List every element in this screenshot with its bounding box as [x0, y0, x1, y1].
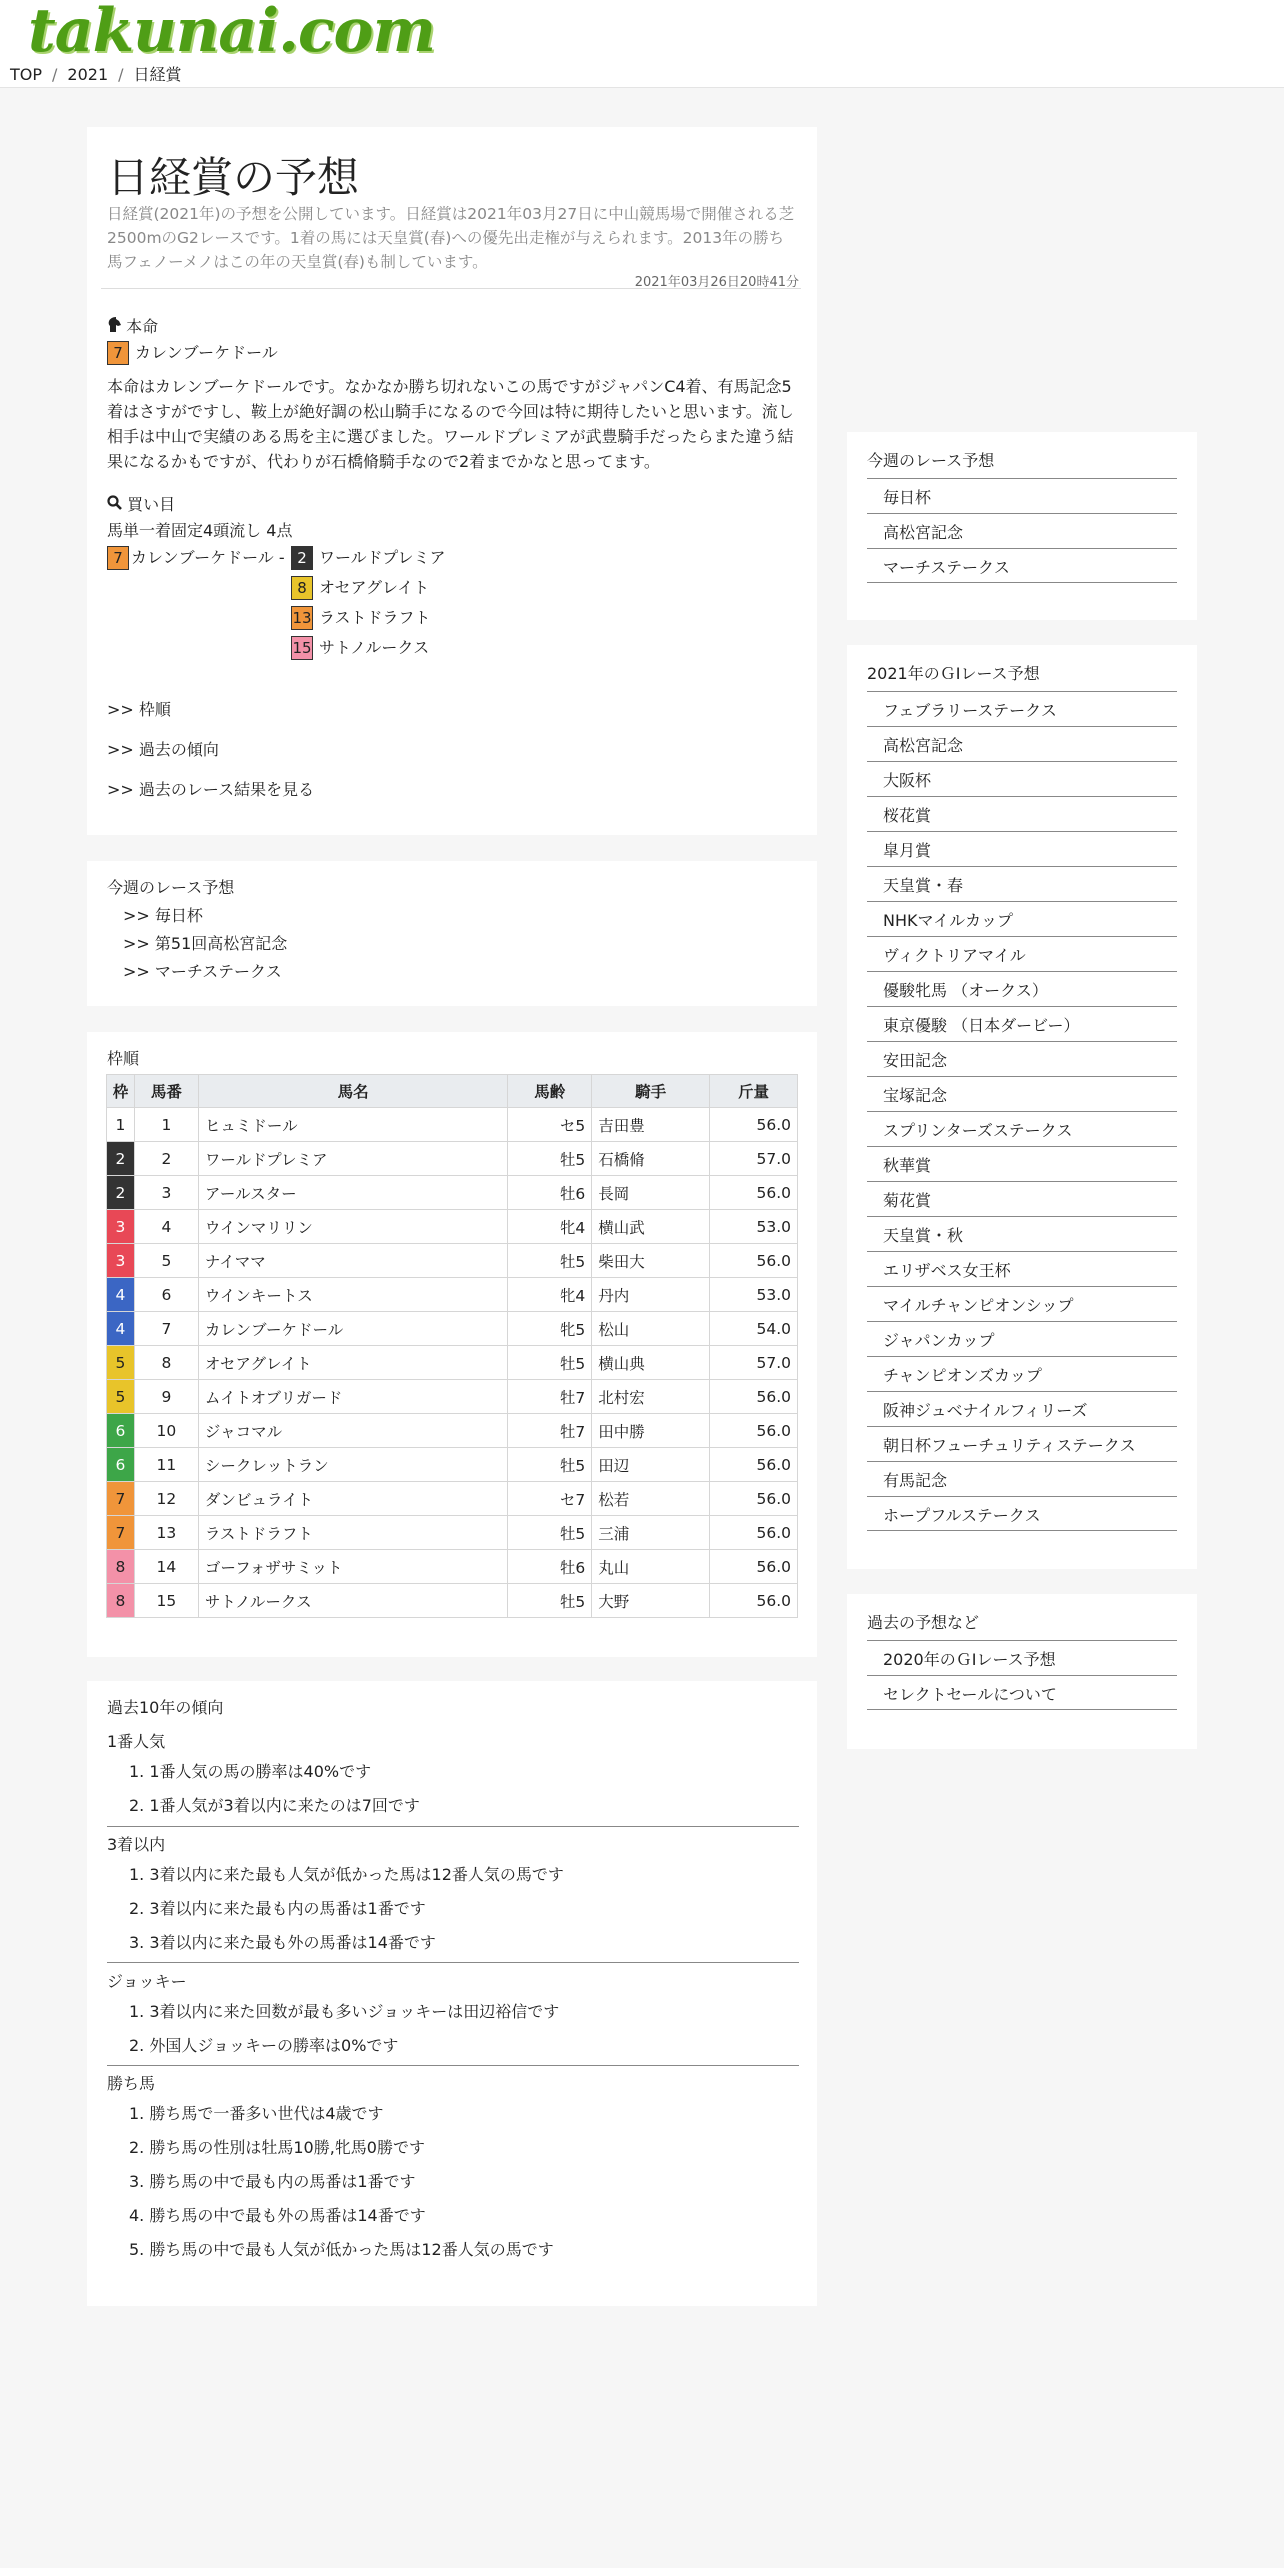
sidebar-list: [867, 691, 1177, 1531]
weight-cell: 53.0: [710, 1210, 798, 1244]
sidebar-item[interactable]: 桜花賞: [867, 796, 1177, 831]
breadcrumb-top[interactable]: TOP: [10, 65, 43, 84]
col-header: 枠: [107, 1075, 135, 1108]
umaban-cell: 10: [134, 1414, 198, 1448]
breadcrumb: [10, 62, 182, 85]
waku-cell: 4: [107, 1312, 135, 1346]
sidebar-item[interactable]: 菊花賞: [867, 1181, 1177, 1216]
umaban-cell: 5: [134, 1244, 198, 1278]
sidebar-item[interactable]: フェブラリーステークス: [867, 691, 1177, 726]
buy-label: 買い目: [127, 495, 176, 514]
jockey-cell: 横山典: [592, 1346, 710, 1380]
umaban-cell: 14: [134, 1550, 198, 1584]
divider: [101, 288, 801, 289]
weight-cell: 56.0: [710, 1244, 798, 1278]
table-row: [107, 1550, 798, 1584]
sidebar-title: 過去の予想など: [867, 1613, 980, 1632]
trend-item: 1. 3着以内に来た回数が最も多いジョッキーは田辺裕信です: [129, 2002, 560, 2021]
age-cell: 牝4: [508, 1278, 592, 1312]
horse-name-cell: カレンブーケドール: [198, 1312, 507, 1346]
age-cell: 牝5: [508, 1312, 592, 1346]
waku-badge: 7: [107, 546, 129, 570]
honmei-heading: [107, 314, 158, 337]
horse-name-cell: ジャコマル: [198, 1414, 507, 1448]
table-header-row: [107, 1075, 798, 1108]
waku-cell: 3: [107, 1210, 135, 1244]
sidebar-item[interactable]: マーチステークス: [867, 548, 1177, 583]
breadcrumb-separator: /: [118, 65, 124, 84]
jockey-cell: 石橋脩: [592, 1142, 710, 1176]
waku-cell: 2: [107, 1176, 135, 1210]
table-row: [107, 1312, 798, 1346]
horse-name-cell: ウインキートス: [198, 1278, 507, 1312]
this-week-link[interactable]: >> 毎日杯: [123, 906, 203, 925]
waku-cell: 4: [107, 1278, 135, 1312]
horse-name-cell: ラストドラフト: [198, 1516, 507, 1550]
jockey-cell: 丸山: [592, 1550, 710, 1584]
umaban-cell: 3: [134, 1176, 198, 1210]
weight-cell: 56.0: [710, 1448, 798, 1482]
horse-name-cell: ナイママ: [198, 1244, 507, 1278]
horse-name-cell: サトノルークス: [198, 1584, 507, 1618]
buy-target-horse: ラストドラフト: [319, 608, 431, 627]
table-row: [107, 1482, 798, 1516]
weight-cell: 56.0: [710, 1380, 798, 1414]
honmei-horse: [107, 340, 278, 365]
table-row: [107, 1380, 798, 1414]
horse-name-cell: オセアグレイト: [198, 1346, 507, 1380]
honmei-label: 本命: [126, 317, 159, 336]
honmei-comment: 本命はカレンブーケドールです。なかなか勝ち切れないこの馬ですがジャパンC4着、有馬記念5着はさすがですし、鞍上が絶好調の松山騎手になるので今回は特に期待したいと思います。流し相手は中山で実績のある馬を主に選びました。ワールドプレミアが武豊騎手だったらまた違う結果になるかもですが、代わりが石橋脩騎手なので2着までかなと思ってます。: [107, 377, 794, 471]
horse-head-icon: [107, 317, 121, 336]
sidebar-item[interactable]: NHKマイルカップ: [867, 901, 1177, 936]
table-row: [107, 1142, 798, 1176]
sidebar-item[interactable]: 天皇賞・秋: [867, 1216, 1177, 1251]
sidebar-item[interactable]: 秋華賞: [867, 1146, 1177, 1181]
umaban-cell: 12: [134, 1482, 198, 1516]
sidebar-list: [867, 1640, 1177, 1710]
jockey-cell: 田中勝: [592, 1414, 710, 1448]
sidebar-g1-races: [847, 645, 1197, 1569]
horse-name-cell: ヒュミドール: [198, 1108, 507, 1142]
umaban-cell: 1: [134, 1108, 198, 1142]
weight-cell: 56.0: [710, 1584, 798, 1618]
weight-cell: 54.0: [710, 1312, 798, 1346]
age-cell: セ5: [508, 1108, 592, 1142]
trend-item: 1. 勝ち馬で一番多い世代は4歳です: [129, 2104, 384, 2123]
horse-name-cell: ムイトオブリガード: [198, 1380, 507, 1414]
trend-heading: ジョッキー: [107, 1972, 187, 1991]
age-cell: 牡7: [508, 1380, 592, 1414]
age-cell: 牡5: [508, 1584, 592, 1618]
this-week-link[interactable]: >> 第51回高松宮記念: [123, 934, 288, 953]
trend-section: [107, 1969, 799, 2067]
breadcrumb-current: 日経賞: [133, 65, 182, 84]
age-cell: 牡7: [508, 1414, 592, 1448]
weight-cell: 57.0: [710, 1346, 798, 1380]
table-row: [107, 1176, 798, 1210]
sidebar-item[interactable]: 朝日杯フューチュリティステークス: [867, 1426, 1177, 1461]
sidebar-past: [847, 1594, 1197, 1749]
sidebar-item[interactable]: 安田記念: [867, 1041, 1177, 1076]
table-row: [107, 1346, 798, 1380]
col-header: 馬番: [134, 1075, 198, 1108]
waku-cell: 6: [107, 1448, 135, 1482]
sidebar-item[interactable]: ジャパンカップ: [867, 1321, 1177, 1356]
waku-badge: 8: [291, 576, 313, 600]
sidebar-title: 2021年のＧⅠレース予想: [867, 664, 1040, 683]
sidebar-item[interactable]: 有馬記念: [867, 1461, 1177, 1496]
breadcrumb-year[interactable]: 2021: [67, 65, 109, 84]
weight-cell: 56.0: [710, 1414, 798, 1448]
buy-target-horse: サトノルークス: [319, 638, 430, 657]
trend-item: 2. 勝ち馬の性別は牡馬10勝,牝馬0勝です: [129, 2138, 425, 2157]
table-row: [107, 1414, 798, 1448]
sidebar-item[interactable]: 天皇賞・春: [867, 866, 1177, 901]
horse-name-cell: シークレットラン: [198, 1448, 507, 1482]
entries-table: [106, 1074, 798, 1618]
jockey-cell: 柴田大: [592, 1244, 710, 1278]
sidebar-list: [867, 478, 1177, 583]
prediction-card: [87, 127, 817, 835]
buy-axis-horse: カレンブーケドール -: [131, 548, 285, 567]
trend-item: 2. 1番人気が3着以内に来たのは7回です: [129, 1796, 420, 1815]
trend-heading: 1番人気: [107, 1732, 166, 1751]
sidebar-this-week: [847, 432, 1197, 620]
waku-cell: 8: [107, 1550, 135, 1584]
trend-section: [107, 2071, 799, 2271]
sidebar-item[interactable]: 高松宮記念: [867, 726, 1177, 761]
waku-cell: 7: [107, 1482, 135, 1516]
umaban-cell: 15: [134, 1584, 198, 1618]
sidebar-item[interactable]: マイルチャンピオンシップ: [867, 1286, 1177, 1321]
waku-cell: 2: [107, 1142, 135, 1176]
table-row: [107, 1448, 798, 1482]
divider: [107, 2065, 799, 2066]
weight-cell: 56.0: [710, 1516, 798, 1550]
horse-name-cell: ダンビュライト: [198, 1482, 507, 1516]
age-cell: 牝4: [508, 1210, 592, 1244]
search-icon: [107, 495, 122, 514]
waku-cell: 6: [107, 1414, 135, 1448]
buy-type: 馬単一着固定4頭流し 4点: [107, 521, 293, 540]
sidebar-item[interactable]: 阪神ジュベナイルフィリーズ: [867, 1391, 1177, 1426]
this-week-link[interactable]: >> マーチステークス: [123, 962, 282, 981]
weight-cell: 57.0: [710, 1142, 798, 1176]
trend-title: 過去10年の傾向: [107, 1698, 224, 1717]
this-week-title: 今週のレース予想: [107, 878, 235, 897]
top-bar: [0, 0, 1284, 88]
publish-date: 2021年03月26日20時41分: [634, 275, 799, 290]
divider: [107, 1826, 799, 1827]
waku-cell: 8: [107, 1584, 135, 1618]
col-header: 馬名: [198, 1075, 507, 1108]
age-cell: 牡5: [508, 1346, 592, 1380]
waku-cell: 7: [107, 1516, 135, 1550]
jockey-cell: 丹内: [592, 1278, 710, 1312]
buy-target-horse: オセアグレイト: [319, 578, 430, 597]
waku-cell: 3: [107, 1244, 135, 1278]
buy-target-horse: ワールドプレミア: [319, 548, 446, 567]
trend-item: 4. 勝ち馬の中で最も外の馬番は14番です: [129, 2206, 426, 2225]
sidebar-item[interactable]: ヴィクトリアマイル: [867, 936, 1177, 971]
sidebar-item[interactable]: 毎日杯: [867, 478, 1177, 513]
sidebar-item[interactable]: 東京優駿 （日本ダービー）: [867, 1006, 1177, 1041]
jockey-cell: 北村宏: [592, 1380, 710, 1414]
waku-card: [87, 1032, 817, 1657]
jockey-cell: 吉田豊: [592, 1108, 710, 1142]
sidebar-item[interactable]: ホープフルステークス: [867, 1496, 1177, 1531]
weight-cell: 56.0: [710, 1482, 798, 1516]
umaban-cell: 13: [134, 1516, 198, 1550]
waku-cell: 5: [107, 1346, 135, 1380]
sidebar-item[interactable]: 宝塚記念: [867, 1076, 1177, 1111]
buy-target: [291, 575, 446, 605]
sidebar-item[interactable]: 2020年のＧⅠレース予想: [867, 1640, 1177, 1675]
link-past-results[interactable]: >> 過去のレース結果を見る: [107, 780, 315, 799]
umaban-cell: 9: [134, 1380, 198, 1414]
horse-name-cell: ワールドプレミア: [198, 1142, 507, 1176]
buy-target: [291, 635, 446, 665]
umaban-cell: 2: [134, 1142, 198, 1176]
weight-cell: 53.0: [710, 1278, 798, 1312]
waku-badge: 7: [107, 341, 129, 365]
sidebar-item[interactable]: スプリンターズステークス: [867, 1111, 1177, 1146]
weight-cell: 56.0: [710, 1550, 798, 1584]
jockey-cell: 松若: [592, 1482, 710, 1516]
horse-name-cell: アールスター: [198, 1176, 507, 1210]
sidebar-item[interactable]: 皐月賞: [867, 831, 1177, 866]
buy-target: [291, 545, 446, 575]
trend-item: 2. 外国人ジョッキーの勝率は0%です: [129, 2036, 399, 2055]
trend-item: 3. 勝ち馬の中で最も内の馬番は1番です: [129, 2172, 416, 2191]
trend-item: 5. 勝ち馬の中で最も人気が低かった馬は12番人気の馬です: [129, 2240, 554, 2259]
divider: [107, 1962, 799, 1963]
trend-item: 1. 1番人気の馬の勝率は40%です: [129, 1762, 372, 1781]
age-cell: 牡6: [508, 1176, 592, 1210]
link-waku[interactable]: >> 枠順: [107, 700, 171, 719]
sidebar-item[interactable]: 高松宮記念: [867, 513, 1177, 548]
trend-item: 1. 3着以内に来た最も人気が低かった馬は12番人気の馬です: [129, 1865, 564, 1884]
honmei-horse-name: カレンブーケドール: [135, 343, 278, 362]
umaban-cell: 11: [134, 1448, 198, 1482]
trend-heading: 勝ち馬: [107, 2074, 156, 2093]
horse-name-cell: ゴーフォザサミット: [198, 1550, 507, 1584]
trend-heading: 3着以内: [107, 1835, 166, 1854]
col-header: 斤量: [710, 1075, 798, 1108]
sidebar-item[interactable]: エリザベス女王杯: [867, 1251, 1177, 1286]
page-title: 日経賞の予想: [107, 153, 360, 202]
table-row: [107, 1516, 798, 1550]
weight-cell: 56.0: [710, 1108, 798, 1142]
age-cell: 牡5: [508, 1516, 592, 1550]
col-header: 騎手: [592, 1075, 710, 1108]
weight-cell: 56.0: [710, 1176, 798, 1210]
trend-item: 2. 3着以内に来た最も内の馬番は1番です: [129, 1899, 426, 1918]
buy-axis: [107, 545, 285, 570]
site-logo[interactable]: takunai.com: [28, 0, 436, 66]
table-row: [107, 1278, 798, 1312]
sidebar-item[interactable]: 大阪杯: [867, 761, 1177, 796]
breadcrumb-separator: /: [52, 65, 58, 84]
umaban-cell: 7: [134, 1312, 198, 1346]
table-row: [107, 1210, 798, 1244]
sidebar-title: 今週のレース予想: [867, 451, 995, 470]
age-cell: セ7: [508, 1482, 592, 1516]
horse-name-cell: ウインマリリン: [198, 1210, 507, 1244]
table-row: [107, 1244, 798, 1278]
jockey-cell: 横山武: [592, 1210, 710, 1244]
this-week-links: [123, 903, 287, 987]
lead-text: 日経賞(2021年)の予想を公開しています。日経賞は2021年03月27日に中山競馬場で開催される芝2500mのG2レースです。1着の馬には天皇賞(春)への優先出走権が与えられます。2013年の勝ち馬フェノーメノはこの年の天皇賞(春)も制しています。: [107, 205, 795, 271]
age-cell: 牡6: [508, 1550, 592, 1584]
waku-cell: 5: [107, 1380, 135, 1414]
sidebar-item[interactable]: 優駿牝馬 （オークス）: [867, 971, 1177, 1006]
buy-target-list: [291, 545, 446, 665]
trend-card: [87, 1681, 817, 2306]
trend-item: 3. 3着以内に来た最も外の馬番は14番です: [129, 1933, 436, 1952]
umaban-cell: 6: [134, 1278, 198, 1312]
jockey-cell: 田辺: [592, 1448, 710, 1482]
table-row: [107, 1584, 798, 1618]
umaban-cell: 4: [134, 1210, 198, 1244]
age-cell: 牡5: [508, 1244, 592, 1278]
trend-section: [107, 1729, 799, 1827]
waku-title: 枠順: [107, 1049, 140, 1068]
jockey-cell: 三浦: [592, 1516, 710, 1550]
sidebar-item[interactable]: セレクトセールについて: [867, 1675, 1177, 1710]
buy-target: [291, 605, 446, 635]
waku-badge: 15: [291, 636, 313, 660]
buy-heading: [107, 492, 175, 515]
age-cell: 牡5: [508, 1448, 592, 1482]
trend-section: [107, 1832, 799, 1964]
col-header: 馬齢: [508, 1075, 592, 1108]
link-trend[interactable]: >> 過去の傾向: [107, 740, 219, 759]
umaban-cell: 8: [134, 1346, 198, 1380]
waku-cell: 1: [107, 1108, 135, 1142]
age-cell: 牡5: [508, 1142, 592, 1176]
jockey-cell: 長岡: [592, 1176, 710, 1210]
waku-badge: 2: [291, 546, 313, 570]
waku-badge: 13: [291, 606, 313, 630]
sidebar-item[interactable]: チャンピオンズカップ: [867, 1356, 1177, 1391]
jockey-cell: 松山: [592, 1312, 710, 1346]
jockey-cell: 大野: [592, 1584, 710, 1618]
this-week-card: [87, 861, 817, 1006]
table-row: [107, 1108, 798, 1142]
